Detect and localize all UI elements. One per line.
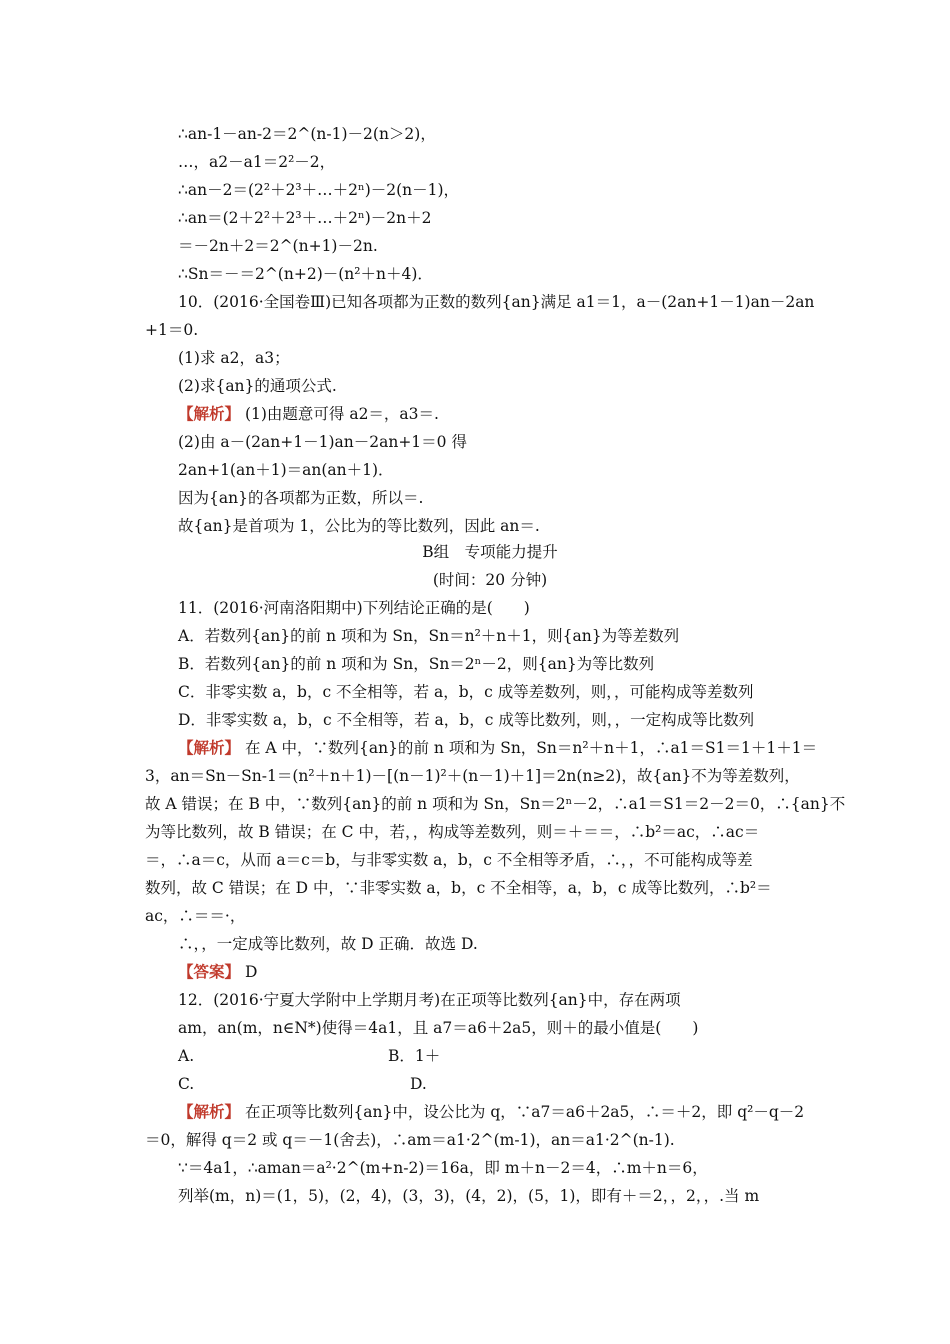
solution-10-line: (2)由 a－(2an+1－1)an－2an+1＝0 得 <box>178 433 467 451</box>
question-11-option-d: D．非零实数 a，b，c 不全相等，若 a，b，c 成等比数列，则，，一定构成等比数列 <box>178 711 755 729</box>
solution-12-line: ＝0，解得 q＝2 或 q＝－1(舍去)，∴am＝a1·2^(m-1)，an＝a1·2^(n-1). <box>145 1131 675 1149</box>
question-10-part-2: (2)求{an}的通项公式. <box>178 377 337 395</box>
question-12-stem: 12．(2016·宁夏大学附中上学期月考)在正项等比数列{an}中，存在两项 <box>178 991 681 1009</box>
text-line: …，a2－a1＝2²－2， <box>178 153 336 171</box>
question-10-line: +1＝0. <box>145 321 199 339</box>
question-12-option-b: B．1＋ <box>388 1047 441 1065</box>
solution-10-line: 故{an}是首项为 1，公比为的等比数列，因此 an＝. <box>178 517 540 535</box>
solution-11-line: 【解析】 在 A 中，∵数列{an}的前 n 项和为 Sn，Sn＝n²＋n＋1，∴a1＝S1＝1＋1＋1＝ <box>178 738 818 757</box>
solution-11-line: 故 A 错误；在 B 中，∵数列{an}的前 n 项和为 Sn，Sn＝2ⁿ－2，∴a1＝S1＝2－2＝0，∴{an}不 <box>145 795 846 813</box>
solution-12-line: 列举(m，n)＝(1，5)，(2，4)，(3，3)，(4，2)，(5，1)，即有＋＝2，，2，，.当 m <box>178 1187 760 1205</box>
question-11-option-b: B．若数列{an}的前 n 项和为 Sn，Sn＝2ⁿ－2，则{an}为等比数列 <box>178 655 655 673</box>
question-11-option-c: C．非零实数 a，b，c 不全相等，若 a，b，c 成等差数列，则，，可能构成等差数列 <box>178 683 754 701</box>
solution-11-line: ac，∴＝＝·， <box>145 907 246 925</box>
solution-12-line: 【解析】 在正项等比数列{an}中，设公比为 q，∵a7＝a6＋2a5，∴＝＋2，即 q²－q－2 <box>178 1102 805 1121</box>
solution-11-line: 3，an＝Sn－Sn-1＝(n²＋n＋1)－[(n－1)²＋(n－1)＋1]＝2n(n≥2)，故{an}不为等差数列， <box>145 767 800 785</box>
section-heading: B组 专项能力提升 <box>422 543 558 561</box>
question-12-stem: am，an(m，n∈N*)使得＝4a1，且 a7＝a6＋2a5，则＋的最小值是( ) <box>178 1019 699 1037</box>
analysis-label: 【解析】 <box>178 738 241 757</box>
solution-11-line: 为等比数列，故 B 错误；在 C 中，若，，构成等差数列，则＝＋＝＝，∴b²＝ac，∴ac＝ <box>145 823 760 841</box>
solution-10-line: 【解析】 (1)由题意可得 a2＝，a3＝. <box>178 404 439 423</box>
question-10-part-1: (1)求 a2，a3； <box>178 349 290 367</box>
solution-10-line: 因为{an}的各项都为正数，所以＝. <box>178 489 424 507</box>
question-12-option-a: A. <box>178 1047 195 1065</box>
text-line: ∴an＝(2＋2²＋2³＋…＋2ⁿ)－2n＋2 <box>178 209 432 227</box>
question-11-option-a: A．若数列{an}的前 n 项和为 Sn，Sn＝n²＋n＋1，则{an}为等差数列 <box>178 627 680 645</box>
solution-12-line: ∵＝4a1，∴aman＝a²·2^(m+n-2)＝16a，即 m＋n－2＝4，∴m＋n＝6， <box>178 1159 708 1177</box>
solution-11-line: ＝，∴a＝c，从而 a＝c＝b，与非零实数 a，b，c 不全相等矛盾，∴，，不可能构成等差 <box>145 851 753 869</box>
text-line: ∴an－2＝(2²＋2³＋…＋2ⁿ)－2(n－1)， <box>178 181 460 199</box>
text-line: ＝－2n＋2＝2^(n+1)－2n. <box>178 237 378 255</box>
question-11-stem: 11．(2016·河南洛阳期中)下列结论正确的是( ) <box>178 599 530 617</box>
analysis-label: 【解析】 <box>178 404 241 423</box>
question-12-option-c: C. <box>178 1075 195 1093</box>
text-line: ∴Sn＝－＝2^(n+2)－(n²＋n＋4)． <box>178 265 433 283</box>
answer-label: 【答案】 <box>178 962 241 981</box>
solution-10-line: 2an+1(an＋1)＝an(an＋1)． <box>178 461 394 479</box>
answer-11-line: 【答案】 D <box>178 962 258 981</box>
analysis-label: 【解析】 <box>178 1102 241 1121</box>
question-10-line: 10．(2016·全国卷Ⅲ)已知各项都为正数的数列{an}满足 a1＝1，a－(2an+1－1)an－2an <box>178 293 815 311</box>
solution-11-line: ∴，，一定成等比数列，故 D 正确．故选 D. <box>178 935 478 953</box>
text-line: ∴an-1－an-2＝2^(n-1)－2(n＞2)， <box>178 125 436 143</box>
question-12-option-d: D. <box>410 1075 427 1093</box>
section-time: (时间：20 分钟) <box>432 571 548 589</box>
solution-11-line: 数列，故 C 错误；在 D 中，∵非零实数 a，b，c 不全相等，a，b，c 成等比数列，∴b²＝ <box>145 879 772 897</box>
